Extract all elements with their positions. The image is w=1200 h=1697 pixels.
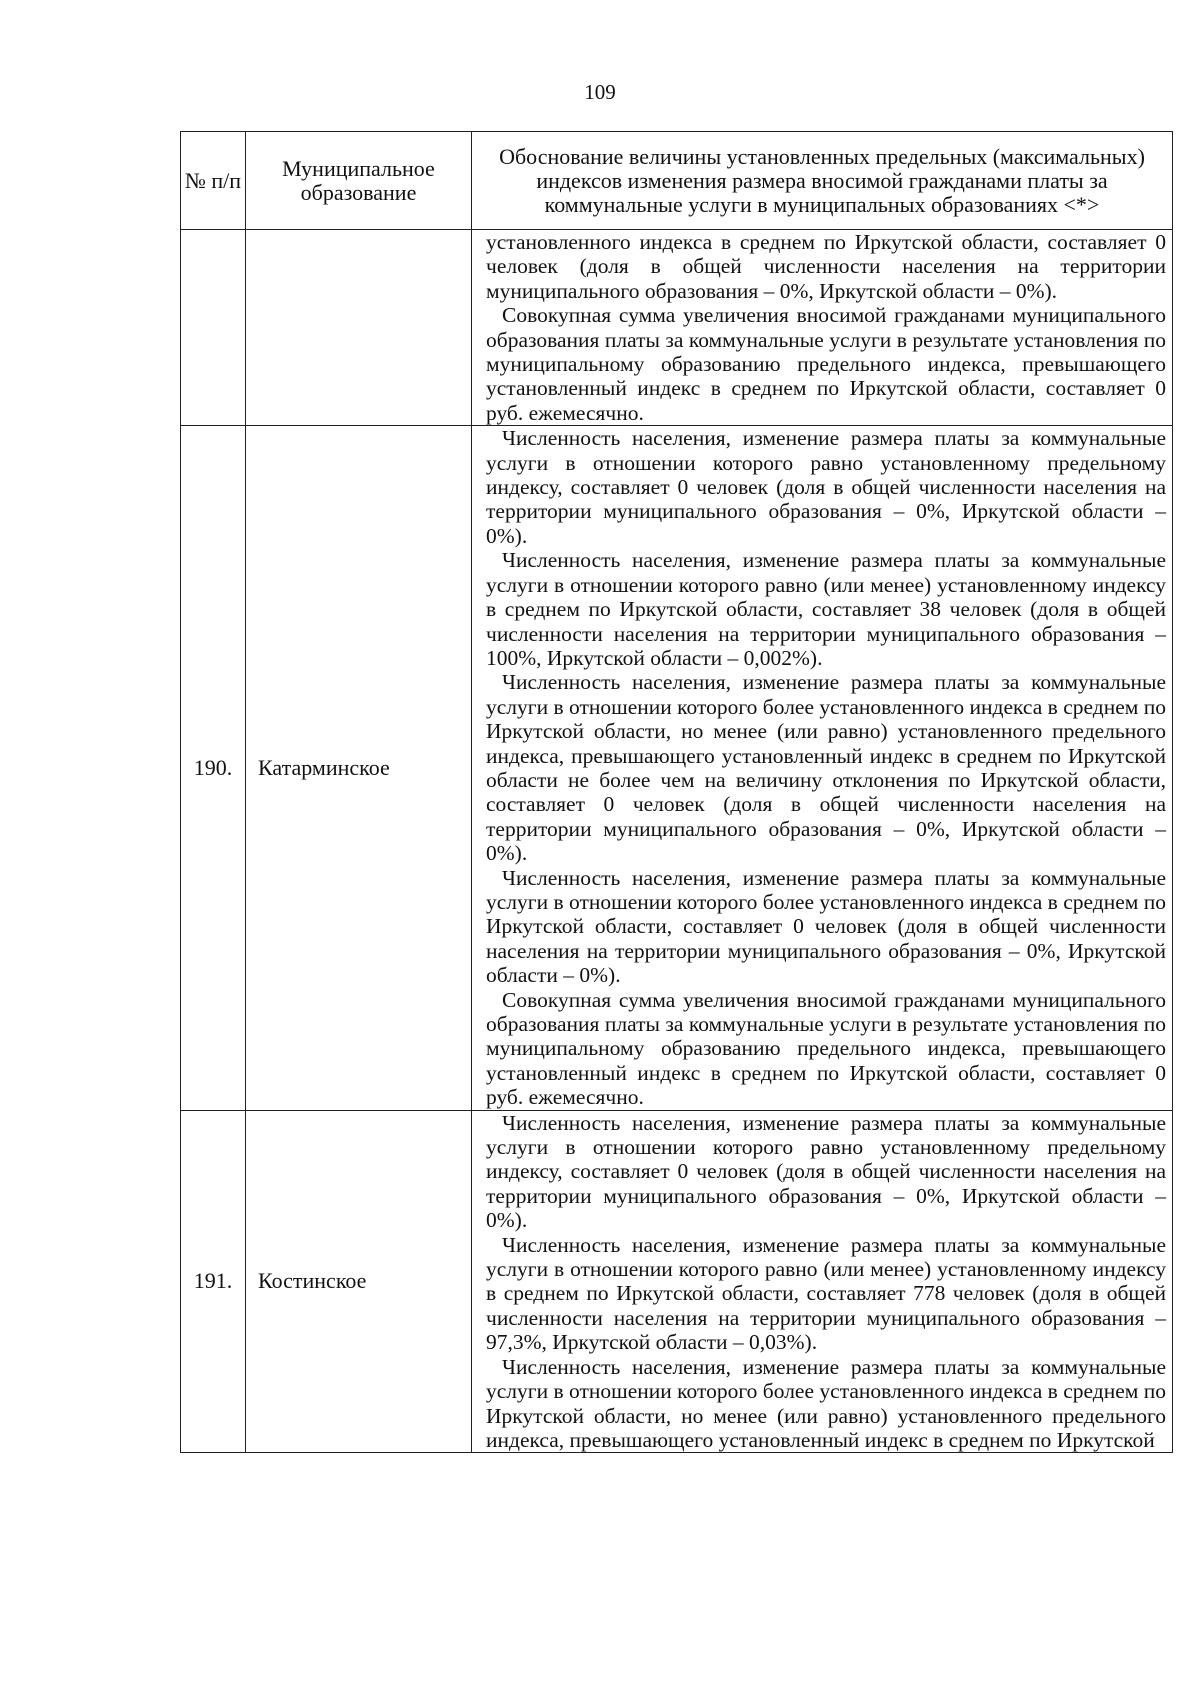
municipality-name (246, 230, 472, 426)
municipality-name: Катарминское (246, 426, 472, 1110)
municipality-name: Костинское (246, 1110, 472, 1453)
indices-table (180, 131, 1173, 1453)
justification-paragraph: Совокупная сумма увеличения вносимой гражданами муниципального образования платы за коммунальные услуги в результате установления по муниципальному образованию предельного индекса, превышающего установленный индекс в среднем по Иркутской области, составляет 0 руб. ежемесячно. (486, 303, 1166, 425)
table-row (181, 230, 1173, 426)
table-header-row (181, 132, 1173, 230)
row-number: 190. (181, 426, 246, 1110)
justification-paragraph: Численность населения, изменение размера платы за коммунальные услуги в отношении которого более установленного индекса в среднем по Иркутской области, но менее (или равно) установленного предельного индекса, превышающего установленный индекс в среднем по Иркутской (486, 1354, 1166, 1452)
justification-paragraph: Совокупная сумма увеличения вносимой гражданами муниципального образования платы за коммунальные услуги в результате установления по муниципальному образованию предельного индекса, превышающего установленный индекс в среднем по Иркутской области, составляет 0 руб. ежемесячно. (486, 987, 1166, 1110)
header-justification: Обоснование величины установленных предельных (максимальных) индексов изменения размера вносимой гражданами платы за коммунальные услуги в муниципальных образованиях <*> (472, 132, 1173, 230)
table-row (181, 426, 1173, 1110)
row-number (181, 230, 246, 426)
page-number: 109 (584, 80, 616, 104)
justification-paragraph: установленного индекса в среднем по Иркутской области, составляет 0 человек (доля в общей численности населения на территории муниципального образования – 0%, Иркутской области – 0%). (486, 230, 1166, 303)
justification-paragraph: Численность населения, изменение размера платы за коммунальные услуги в отношении которого более установленного индекса в среднем по Иркутской области, но менее (или равно) установленного предельного индекса, превышающего установленный индекс в среднем по Иркутской области не более чем на величину отклонения по Иркутской области, составляет 0 человек (доля в общей численности населения на территории муниципального образования – 0%, Иркутской области – 0%). (486, 670, 1166, 866)
table-row (181, 1110, 1173, 1453)
justification-paragraph: Численность населения, изменение размера платы за коммунальные услуги в отношении которого равно (или менее) установленному индексу в среднем по Иркутской области, составляет 778 человек (доля в общей численности населения на территории муниципального образования – 97,3%, Иркутской области – 0,03%). (486, 1232, 1166, 1355)
justification-paragraph: Численность населения, изменение размера платы за коммунальные услуги в отношении которого равно (или менее) установленному индексу в среднем по Иркутской области, составляет 38 человек (доля в общей численности населения на территории муниципального образования – 100%, Иркутской области – 0,002%). (486, 548, 1166, 670)
header-municipality: Муниципальное образование (246, 132, 472, 230)
justification-cell (472, 230, 1173, 426)
justification-cell (472, 426, 1173, 1110)
row-number: 191. (181, 1110, 246, 1453)
justification-paragraph: Численность населения, изменение размера платы за коммунальные услуги в отношении которого равно установленному предельному индексу, составляет 0 человек (доля в общей численности населения на территории муниципального образования – 0%, Иркутской области – 0%). (486, 1110, 1166, 1233)
justification-cell (472, 1110, 1173, 1453)
justification-paragraph: Численность населения, изменение размера платы за коммунальные услуги в отношении которого более установленного индекса в среднем по Иркутской области, составляет 0 человек (доля в общей численности населения на территории муниципального образования – 0%, Иркутской области – 0%). (486, 865, 1166, 988)
header-num: № п/п (181, 132, 246, 230)
justification-paragraph: Численность населения, изменение размера платы за коммунальные услуги в отношении которого равно установленному предельному индексу, составляет 0 человек (доля в общей численности населения на территории муниципального образования – 0%, Иркутской области – 0%). (486, 426, 1166, 548)
